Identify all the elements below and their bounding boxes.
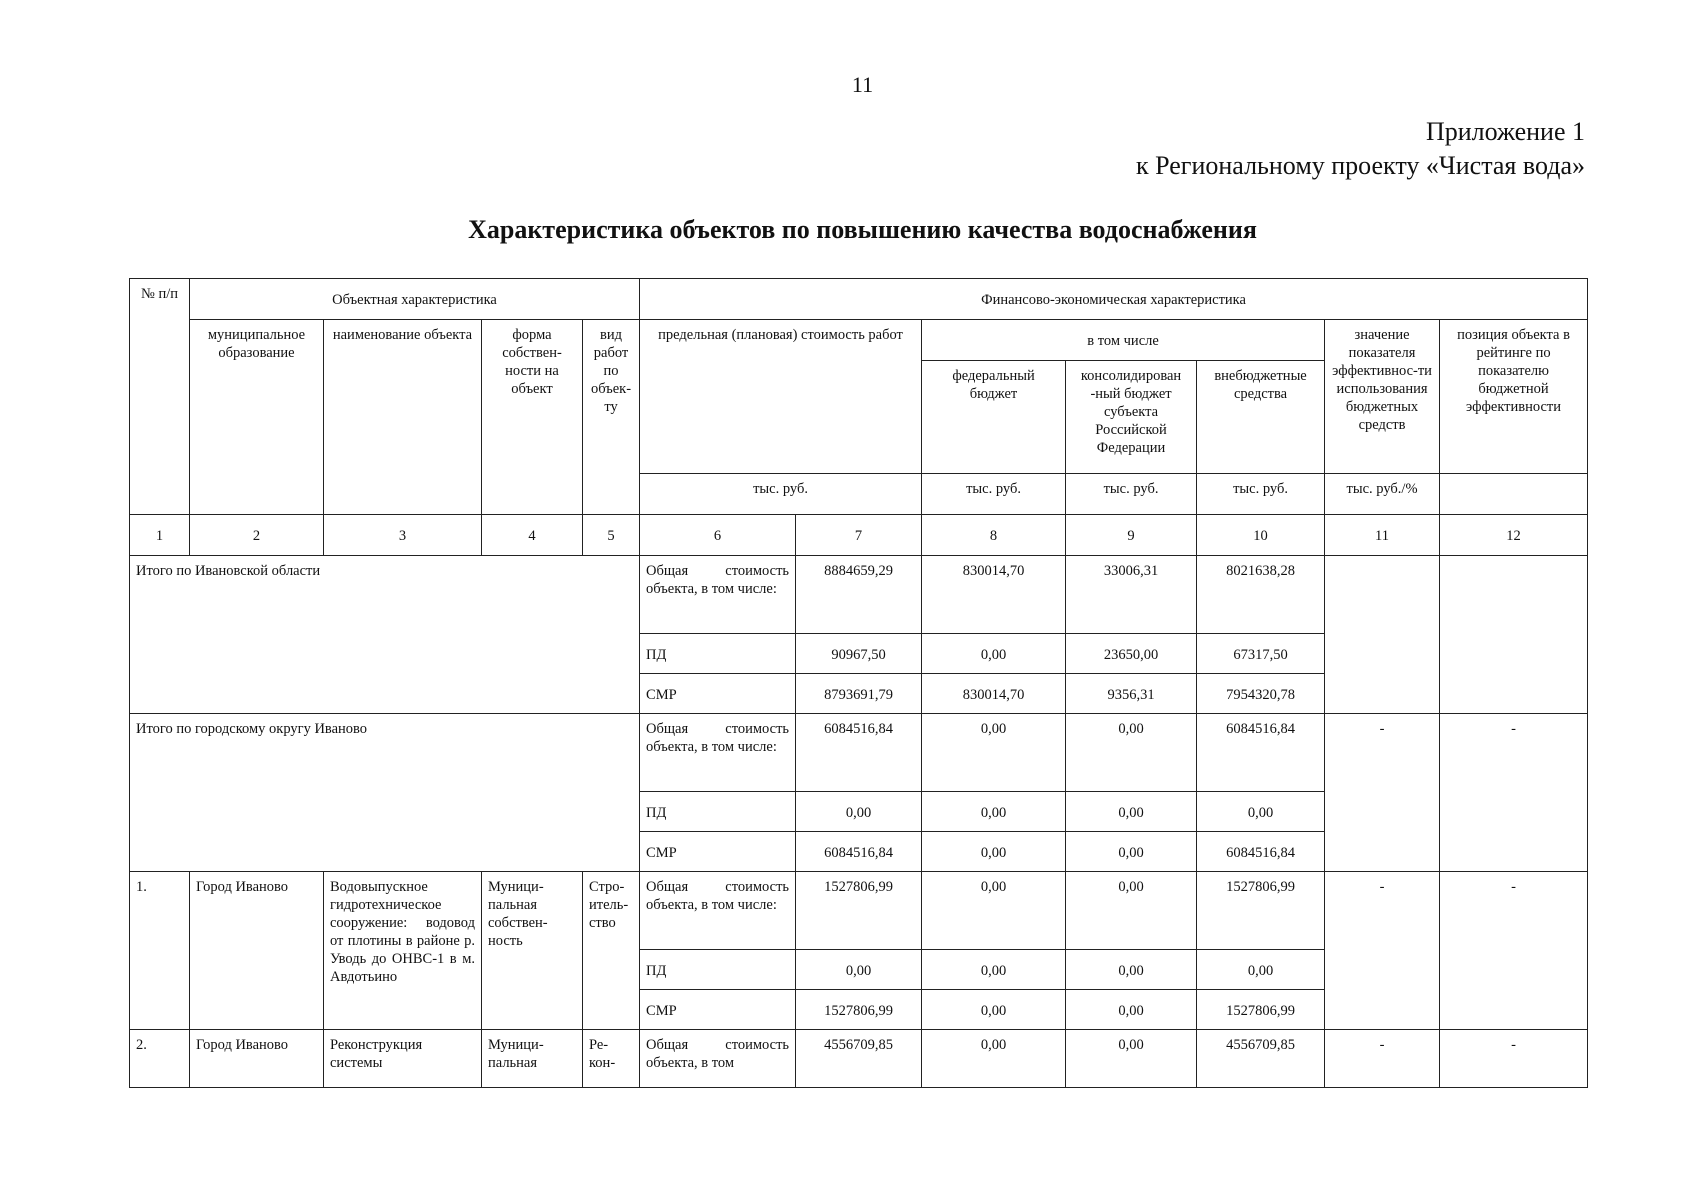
table-row bbox=[130, 714, 1588, 792]
header-num: № п/п bbox=[130, 279, 190, 515]
efficiency-value: - bbox=[1325, 714, 1440, 872]
object-work-type: Стро-итель-ство bbox=[583, 872, 640, 1030]
table-row bbox=[130, 556, 1588, 634]
row-label-total: Общая стоимость объекта, в том числе: bbox=[640, 714, 796, 792]
appendix-line-2: к Региональному проекту «Чистая вода» bbox=[1136, 151, 1585, 180]
cost-value: 1527806,99 bbox=[796, 872, 922, 950]
object-work-type: Ре-кон- bbox=[583, 1030, 640, 1088]
appendix-line-1: Приложение 1 bbox=[1425, 117, 1585, 146]
header-financial-characteristic: Финансово-экономическая характеристика bbox=[640, 279, 1588, 320]
header-cost: предельная (плановая) стоимость работ bbox=[640, 320, 922, 474]
document-title: Характеристика объектов по повышению качества водоснабжения bbox=[468, 215, 1257, 244]
object-ownership: Муници-пальная собствен-ность bbox=[482, 872, 583, 1030]
extra-value: 0,00 bbox=[1197, 792, 1325, 832]
col-number: 4 bbox=[482, 515, 583, 556]
row-label-total: Общая стоимость объекта, в том числе: bbox=[640, 872, 796, 950]
unit-consolidated: тыс. руб. bbox=[1066, 474, 1197, 515]
cost-value: 4556709,85 bbox=[796, 1030, 922, 1088]
header-federal: федеральный бюджет bbox=[922, 361, 1066, 474]
group-title: Итого по Ивановской области bbox=[130, 556, 640, 714]
unit-cost: тыс. руб. bbox=[640, 474, 922, 515]
extra-value: 1527806,99 bbox=[1197, 990, 1325, 1030]
col-number: 7 bbox=[796, 515, 922, 556]
col-number: 12 bbox=[1440, 515, 1588, 556]
object-number: 1. bbox=[130, 872, 190, 1030]
consolidated-value: 0,00 bbox=[1066, 950, 1197, 990]
federal-value: 0,00 bbox=[922, 634, 1066, 674]
header-rating: позиция объекта в рейтинге по показателю бюджетной эффективности bbox=[1440, 320, 1588, 474]
col-number: 11 bbox=[1325, 515, 1440, 556]
row-label-pd: ПД bbox=[640, 634, 796, 674]
consolidated-value: 9356,31 bbox=[1066, 674, 1197, 714]
rating-value bbox=[1440, 556, 1588, 714]
col-number: 6 bbox=[640, 515, 796, 556]
consolidated-value: 0,00 bbox=[1066, 872, 1197, 950]
cost-value: 6084516,84 bbox=[796, 714, 922, 792]
col-number: 1 bbox=[130, 515, 190, 556]
rating-value: - bbox=[1440, 1030, 1588, 1088]
header-object-name: наименование объекта bbox=[324, 320, 482, 515]
consolidated-value: 0,00 bbox=[1066, 1030, 1197, 1088]
col-number: 9 bbox=[1066, 515, 1197, 556]
col-number: 8 bbox=[922, 515, 1066, 556]
col-number: 5 bbox=[583, 515, 640, 556]
federal-value: 0,00 bbox=[922, 714, 1066, 792]
row-label-smr: СМР bbox=[640, 674, 796, 714]
federal-value: 0,00 bbox=[922, 1030, 1066, 1088]
header-efficiency: значение показателя эффективнос-ти использования бюджетных средств bbox=[1325, 320, 1440, 474]
appendix-header bbox=[1136, 115, 1585, 183]
group-title: Итого по городскому округу Иваново bbox=[130, 714, 640, 872]
header-work-type: вид работ по объек-ту bbox=[583, 320, 640, 515]
object-municipality: Город Иваново bbox=[190, 1030, 324, 1088]
header-extra: внебюджетные средства bbox=[1197, 361, 1325, 474]
col-number: 2 bbox=[190, 515, 324, 556]
extra-value: 7954320,78 bbox=[1197, 674, 1325, 714]
consolidated-value: 23650,00 bbox=[1066, 634, 1197, 674]
extra-value: 8021638,28 bbox=[1197, 556, 1325, 634]
federal-value: 0,00 bbox=[922, 832, 1066, 872]
extra-value: 0,00 bbox=[1197, 950, 1325, 990]
row-label-total: Общая стоимость объекта, в том bbox=[640, 1030, 796, 1088]
federal-value: 0,00 bbox=[922, 990, 1066, 1030]
unit-rating bbox=[1440, 474, 1588, 515]
efficiency-value bbox=[1325, 556, 1440, 714]
table-row bbox=[130, 872, 1588, 950]
federal-value: 0,00 bbox=[922, 872, 1066, 950]
cost-value: 8884659,29 bbox=[796, 556, 922, 634]
cost-value: 0,00 bbox=[796, 792, 922, 832]
consolidated-value: 0,00 bbox=[1066, 832, 1197, 872]
row-label-smr: СМР bbox=[640, 990, 796, 1030]
row-label-pd: ПД bbox=[640, 792, 796, 832]
cost-value: 1527806,99 bbox=[796, 990, 922, 1030]
extra-value: 6084516,84 bbox=[1197, 832, 1325, 872]
cost-value: 8793691,79 bbox=[796, 674, 922, 714]
extra-value: 1527806,99 bbox=[1197, 872, 1325, 950]
page-number: 11 bbox=[851, 72, 874, 97]
object-name: Реконструкция системы bbox=[324, 1030, 482, 1088]
rating-value: - bbox=[1440, 714, 1588, 872]
consolidated-value: 0,00 bbox=[1066, 792, 1197, 832]
object-ownership: Муници-пальная bbox=[482, 1030, 583, 1088]
extra-value: 67317,50 bbox=[1197, 634, 1325, 674]
col-number: 3 bbox=[324, 515, 482, 556]
federal-value: 0,00 bbox=[922, 792, 1066, 832]
row-label-smr: СМР bbox=[640, 832, 796, 872]
efficiency-value: - bbox=[1325, 1030, 1440, 1088]
unit-federal: тыс. руб. bbox=[922, 474, 1066, 515]
row-label-total: Общая стоимость объекта, в том числе: bbox=[640, 556, 796, 634]
col-number: 10 bbox=[1197, 515, 1325, 556]
objects-table bbox=[129, 278, 1588, 1088]
header-municipality: муниципальное образование bbox=[190, 320, 324, 515]
consolidated-value: 0,00 bbox=[1066, 714, 1197, 792]
header-consolidated: консолидирован -ный бюджет субъекта Российской Федерации bbox=[1066, 361, 1197, 474]
federal-value: 830014,70 bbox=[922, 674, 1066, 714]
cost-value: 6084516,84 bbox=[796, 832, 922, 872]
unit-extra: тыс. руб. bbox=[1197, 474, 1325, 515]
consolidated-value: 33006,31 bbox=[1066, 556, 1197, 634]
header-object-characteristic: Объектная характеристика bbox=[190, 279, 640, 320]
efficiency-value: - bbox=[1325, 872, 1440, 1030]
consolidated-value: 0,00 bbox=[1066, 990, 1197, 1030]
object-municipality: Город Иваново bbox=[190, 872, 324, 1030]
cost-value: 0,00 bbox=[796, 950, 922, 990]
federal-value: 0,00 bbox=[922, 950, 1066, 990]
row-label-pd: ПД bbox=[640, 950, 796, 990]
extra-value: 6084516,84 bbox=[1197, 714, 1325, 792]
header-ownership: форма собствен-ности на объект bbox=[482, 320, 583, 515]
unit-efficiency: тыс. руб./% bbox=[1325, 474, 1440, 515]
object-number: 2. bbox=[130, 1030, 190, 1088]
federal-value: 830014,70 bbox=[922, 556, 1066, 634]
cost-value: 90967,50 bbox=[796, 634, 922, 674]
header-including: в том числе bbox=[922, 320, 1325, 361]
object-name: Водовыпускное гидротехническое сооружение: водовод от плотины в районе р. Уводь до ОНВС-1 в м. Авдотьино bbox=[324, 872, 482, 1030]
rating-value: - bbox=[1440, 872, 1588, 1030]
extra-value: 4556709,85 bbox=[1197, 1030, 1325, 1088]
table-row bbox=[130, 1030, 1588, 1088]
